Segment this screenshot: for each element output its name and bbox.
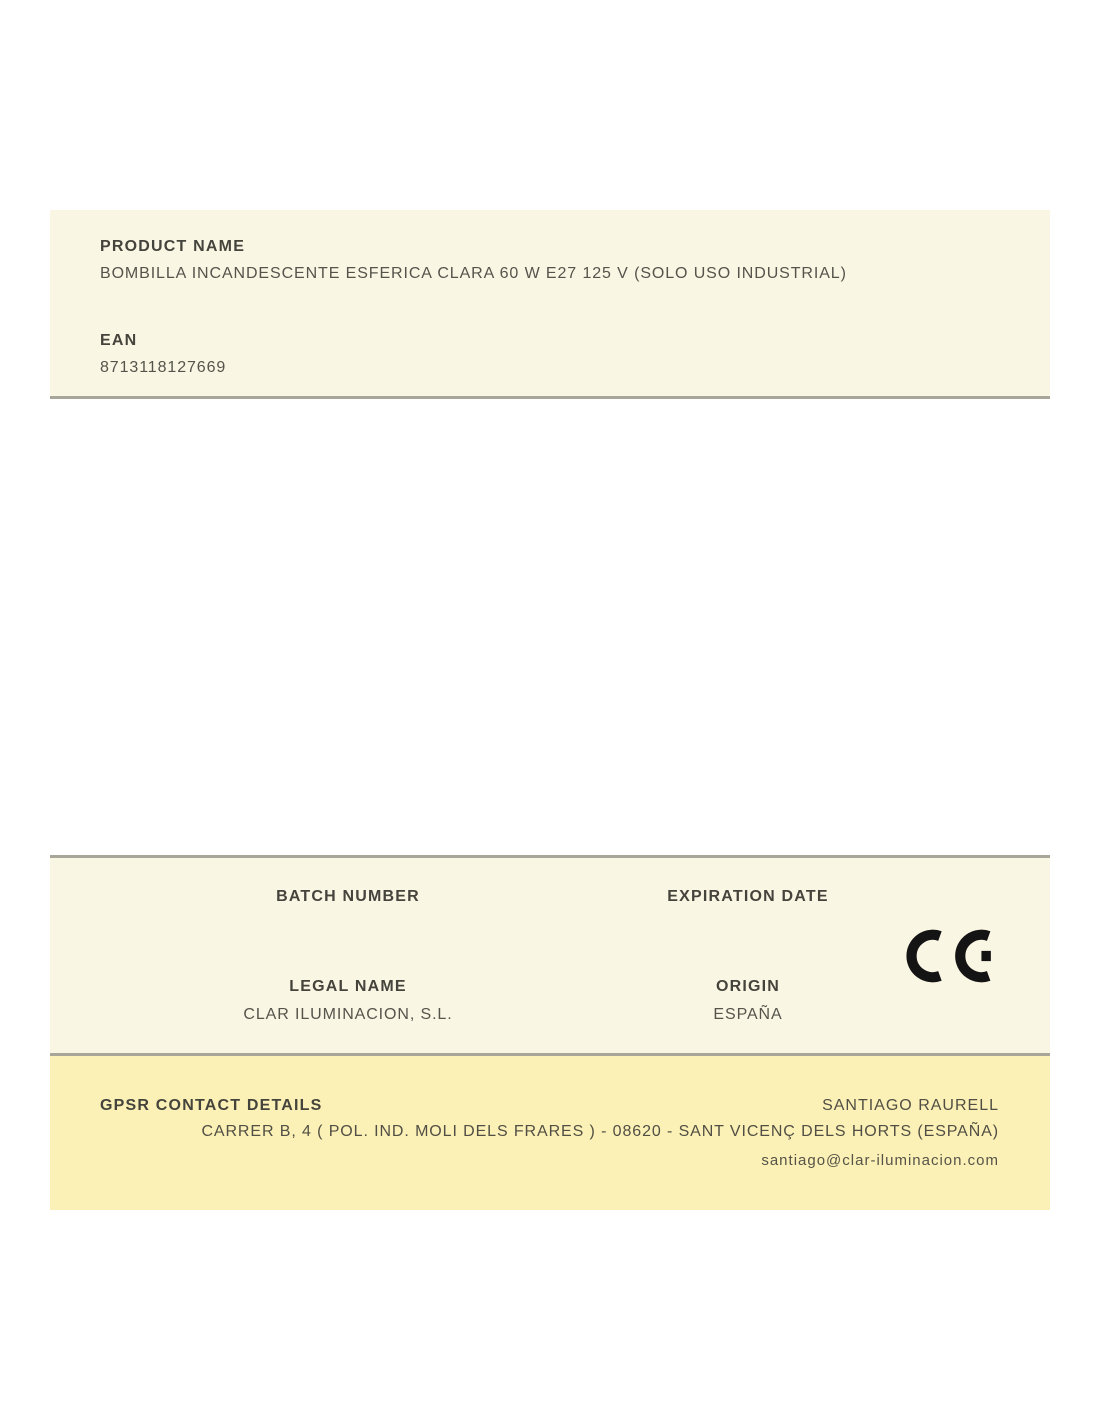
gpsr-title: GPSR CONTACT DETAILS xyxy=(100,1097,323,1114)
ean-value: 8713118127669 xyxy=(100,359,227,376)
gpsr-address: CARRER B, 4 ( POL. IND. MOLI DELS FRARES ) - 08620 - SANT VICENÇ DELS HORTS (ESPAÑA) xyxy=(201,1123,999,1140)
legal-name-value: CLAR ILUMINACION, S.L. xyxy=(243,1006,453,1023)
legal-name-label: LEGAL NAME xyxy=(289,978,407,995)
ce-mark-icon xyxy=(906,924,994,988)
ean-label: EAN xyxy=(100,332,138,349)
gpsr-contact-panel xyxy=(50,1056,1050,1210)
gpsr-contact-name: SANTIAGO RAURELL xyxy=(822,1097,999,1114)
product-info-panel xyxy=(50,210,1050,399)
product-name-label: PRODUCT NAME xyxy=(100,238,246,255)
origin-label: ORIGIN xyxy=(715,978,781,995)
origin-value: ESPAÑA xyxy=(713,1006,783,1023)
expiration-date-label: EXPIRATION DATE xyxy=(667,888,829,905)
gpsr-email: santiago@clar-iluminacion.com xyxy=(761,1152,999,1169)
product-name-value: BOMBILLA INCANDESCENTE ESFERICA CLARA 60 W E27 125 V (SOLO USO INDUSTRIAL) xyxy=(100,265,847,282)
batch-legal-panel xyxy=(50,855,1050,1056)
batch-number-label: BATCH NUMBER xyxy=(276,888,420,905)
